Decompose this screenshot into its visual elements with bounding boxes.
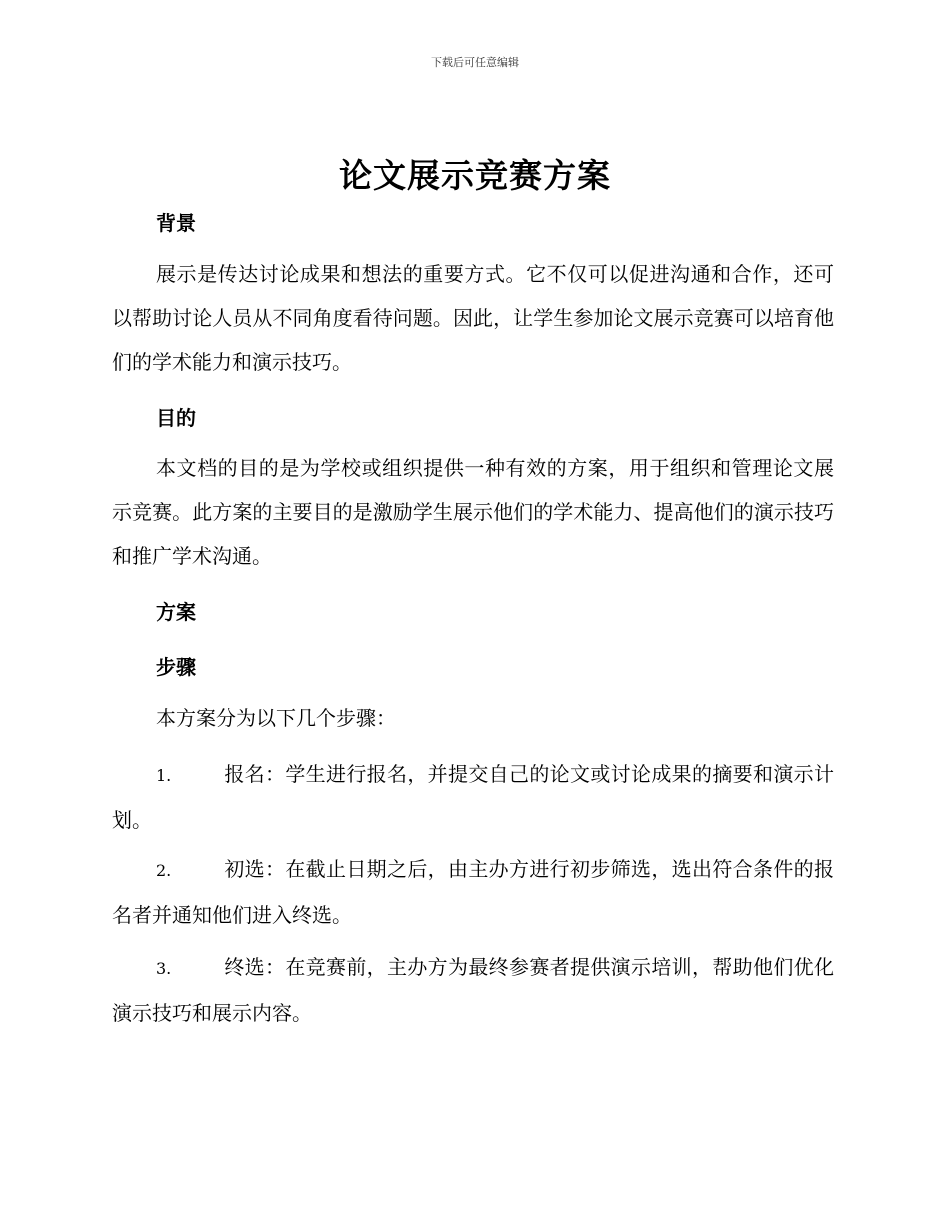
- heading-purpose: 目的: [156, 406, 196, 430]
- list-item-text: 终选：在竞赛前，主办方为最终参赛者提供演示培训，帮助他们优化演示技巧和展示内容。: [112, 955, 834, 1025]
- list-item: [112, 847, 834, 937]
- list-item: [112, 945, 834, 1035]
- heading-plan: 方案: [156, 600, 196, 624]
- paragraph-steps-intro: 本方案分为以下几个步骤：: [156, 706, 396, 730]
- list-item-number: 1.: [156, 766, 172, 785]
- paragraph-background: 展示是传达讨论成果和想法的重要方式。它不仅可以促进沟通和合作，还可以帮助讨论人员从不同角度看待问题。因此，让学生参加论文展示竞赛可以培育他们的学术能力和演示技巧。: [112, 262, 834, 374]
- list-item-number: 2.: [156, 861, 172, 880]
- heading-background: 背景: [156, 211, 196, 235]
- list-item-text: 初选：在截止日期之后，由主办方进行初步筛选，选出符合条件的报名者并通知他们进入终选。: [112, 857, 834, 927]
- heading-steps: 步骤: [156, 655, 196, 679]
- paragraph-purpose: 本文档的目的是为学校或组织提供一种有效的方案，用于组织和管理论文展示竞赛。此方案的主要目的是激励学生展示他们的学术能力、提高他们的演示技巧和推广学术沟通。: [112, 456, 834, 568]
- list-item-number: 3.: [156, 959, 172, 978]
- document-title: 论文展示竞赛方案: [339, 156, 611, 195]
- list-item-text: 报名：学生进行报名，并提交自己的论文或讨论成果的摘要和演示计划。: [112, 762, 834, 832]
- list-item: [112, 752, 834, 842]
- page-header: 下载后可任意编辑: [431, 56, 519, 69]
